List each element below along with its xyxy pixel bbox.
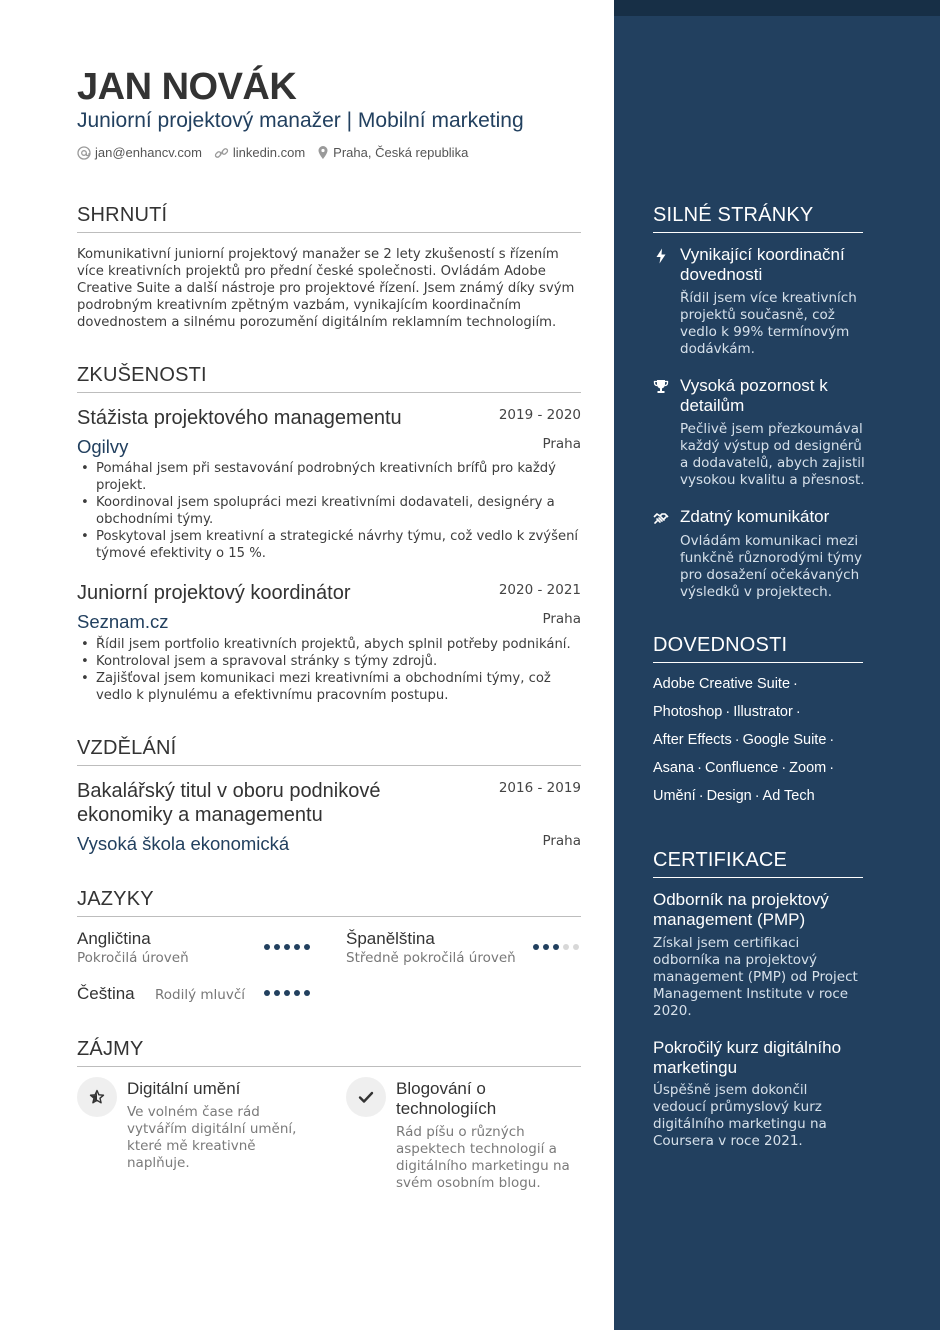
job-bullets xyxy=(77,636,581,704)
rating-dot-empty xyxy=(573,944,579,950)
language-name: Angličtina xyxy=(77,929,151,948)
rating-dot-filled xyxy=(274,990,280,996)
rating-dot-empty xyxy=(563,944,569,950)
skill-item: Umění xyxy=(653,788,696,804)
skill-item: Ad Tech xyxy=(762,788,815,804)
rating-dot-filled xyxy=(294,990,300,996)
star-icon xyxy=(89,1089,105,1105)
skill-separator: · xyxy=(829,732,835,748)
interest-description: Rád píšu o různých aspektech technologií a digitálního marketingu na svém osobním blogu. xyxy=(396,1124,570,1191)
bullet-item: • Pomáhal jsem při sestavování podrobných kreativních brífů pro každý projekt. xyxy=(77,460,581,494)
job-location: Praha xyxy=(542,611,581,627)
summary-heading: SHRNUTÍ xyxy=(77,204,581,233)
education-location: Praha xyxy=(542,833,581,849)
skill-item: Google Suite xyxy=(742,732,827,748)
strength-description: Řídil jsem více kreativních projektů současně, což vedlo k 99% termínovým dodávkám. xyxy=(680,290,857,357)
bullet-item: • Zajišťoval jsem komunikaci mezi kreativními a obchodními týmy, což vedlo k plynulému a efektivnímu pracovním postupu. xyxy=(77,670,581,704)
interest-title: Blogování o technologiích xyxy=(396,1079,497,1118)
location-pin-icon xyxy=(317,145,329,160)
job-title: Stážista projektového managementu xyxy=(77,407,402,429)
contact-location xyxy=(317,145,468,160)
interests-heading: ZÁJMY xyxy=(77,1038,581,1067)
strength-title: Zdatný komunikátor xyxy=(680,507,830,526)
strength-title: Vynikající koordinační dovednosti xyxy=(680,245,845,284)
skills-row xyxy=(653,732,837,748)
location-text: Praha, Česká republika xyxy=(333,145,469,160)
certifications-heading: CERTIFIKACE xyxy=(653,849,863,878)
job-location: Praha xyxy=(542,436,581,452)
strength-icon xyxy=(653,248,669,264)
education-dates: 2016 - 2019 xyxy=(498,780,581,796)
contact-bar xyxy=(77,145,480,160)
contact-email[interactable] xyxy=(77,145,202,160)
language-name: Španělština xyxy=(346,929,435,948)
skill-separator: · xyxy=(795,704,801,720)
lightning-icon xyxy=(655,248,667,264)
skills-row xyxy=(653,704,804,720)
skill-item: After Effects xyxy=(653,732,732,748)
job-bullets xyxy=(77,460,581,562)
rating-dot-filled xyxy=(284,990,290,996)
skills-heading: DOVEDNOSTI xyxy=(653,634,863,663)
degree-title: Bakalářský titul v oboru podnikové ekonomiky a managementu xyxy=(77,780,381,826)
languages-heading: JAZYKY xyxy=(77,888,581,917)
checkmark-icon xyxy=(358,1090,374,1104)
company-name: Ogilvy xyxy=(77,436,129,457)
certification-title: Pokročilý kurz digitálního marketingu xyxy=(653,1038,842,1077)
rating-dot-filled xyxy=(304,944,310,950)
skill-item: Adobe Creative Suite xyxy=(653,676,791,692)
rating-dot-filled xyxy=(284,944,290,950)
skill-separator: · xyxy=(697,760,702,776)
rating-dot-filled xyxy=(294,944,300,950)
interest-icon-circle xyxy=(346,1077,386,1117)
interest-description: Ve volném čase rád vytvářím digitální umění, které mě kreativně naplňuje. xyxy=(127,1104,297,1171)
rating-dot-filled xyxy=(274,944,280,950)
trophy-icon xyxy=(653,379,669,394)
interest-title: Digitální umění xyxy=(127,1079,241,1098)
bullet-item: • Kontroloval jsem a spravoval stránky s týmy zdrojů. xyxy=(77,653,581,670)
education-heading: VZDĚLÁNÍ xyxy=(77,737,581,766)
strength-icon xyxy=(653,509,669,525)
language-level: Středně pokročilá úroveň xyxy=(346,950,516,966)
skill-separator: · xyxy=(781,760,787,776)
language-rating xyxy=(260,990,310,996)
strength-description: Ovládám komunikaci mezi funkčně různorodými týmy pro dosažení očekávaných výsledků v projektech. xyxy=(680,533,862,600)
language-level: Rodilý mluvčí xyxy=(155,987,246,1003)
sidebar xyxy=(614,0,940,1330)
language-level: Pokročilá úroveň xyxy=(77,950,189,966)
certification-title: Odborník na projektový management (PMP) xyxy=(653,890,829,929)
skills-row xyxy=(653,676,801,692)
contact-link[interactable] xyxy=(214,145,305,160)
bullet-item: • Řídil jsem portfolio kreativních projektů, abych splnil potřeby podnikání. xyxy=(77,636,581,653)
email-text: jan@enhancv.com xyxy=(95,145,202,160)
candidate-headline: Juniorní projektový manažer | Mobilní marketing xyxy=(77,109,524,132)
link-text: linkedin.com xyxy=(232,145,306,160)
sidebar-top-band xyxy=(614,0,940,16)
strength-icon xyxy=(653,378,669,394)
school-name: Vysoká škola ekonomická xyxy=(77,833,290,854)
skill-separator: · xyxy=(793,676,798,692)
rating-dot-filled xyxy=(533,944,539,950)
language-rating xyxy=(529,944,579,950)
job-dates: 2020 - 2021 xyxy=(498,582,581,598)
link-icon xyxy=(214,146,229,160)
language-name: Čeština xyxy=(77,984,135,1003)
experience-heading: ZKUŠENOSTI xyxy=(77,364,581,393)
skill-item: Asana xyxy=(653,760,695,776)
handshake-icon xyxy=(653,510,669,525)
skill-item: Zoom xyxy=(789,760,827,776)
skills-row xyxy=(653,760,837,776)
skill-separator: · xyxy=(734,732,740,748)
skill-separator: · xyxy=(725,704,731,720)
at-icon xyxy=(77,146,91,160)
rating-dot-filled xyxy=(304,990,310,996)
skill-separator: · xyxy=(754,788,760,804)
certification-description: Získal jsem certifikaci odborníka na projektový management (PMP) od Project Management Institute v roce 2020. xyxy=(653,935,858,1019)
interest-icon-circle xyxy=(77,1077,117,1117)
rating-dot-filled xyxy=(264,990,270,996)
summary-text: Komunikativní juniorní projektový manažer se 2 lety zkušeností s řízením více kreativních projektů pro přední české společnosti. Ovládám Adobe Creative Suite a další nástroje pro projektové řízení. Jsem známý díky svým podrobným kreativním zpětným vazbám, vynikajícím koordinačním dovednostem a silnému porozumění digitálním reklamním technologiím. xyxy=(77,247,575,330)
candidate-name: JAN NOVÁK xyxy=(77,66,297,108)
rating-dot-filled xyxy=(264,944,270,950)
skill-separator: · xyxy=(698,788,704,804)
skill-item: Photoshop xyxy=(653,704,723,720)
language-rating xyxy=(260,944,310,950)
skill-item: Confluence xyxy=(704,760,779,776)
strength-title: Vysoká pozornost k detailům xyxy=(680,376,828,415)
bullet-item: • Koordinoval jsem spolupráci mezi kreativními dodavateli, designéry a obchodními týmy. xyxy=(77,494,581,528)
job-dates: 2019 - 2020 xyxy=(498,407,581,423)
skill-item: Design xyxy=(706,788,752,804)
strength-description: Pečlivě jsem přezkoumával každý výstup od designérů a dodavatelů, abych zajistil vysokou kvalitu a přesnost. xyxy=(680,421,865,488)
certification-description: Úspěšně jsem dokončil vedoucí průmyslový kurz digitálního marketingu na Coursera v roce 2021. xyxy=(653,1082,827,1149)
skills-row xyxy=(653,788,815,804)
rating-dot-filled xyxy=(543,944,549,950)
skill-item: Illustrator xyxy=(733,704,793,720)
bullet-item: • Poskytoval jsem kreativní a strategické návrhy týmu, což vedlo k zvýšení týmové efektivity o 15 %. xyxy=(77,528,581,562)
skill-separator: · xyxy=(829,760,835,776)
company-name: Seznam.cz xyxy=(77,611,169,632)
job-title: Juniorní projektový koordinátor xyxy=(77,582,351,604)
rating-dot-filled xyxy=(553,944,559,950)
strengths-heading: SILNÉ STRÁNKY xyxy=(653,204,863,233)
